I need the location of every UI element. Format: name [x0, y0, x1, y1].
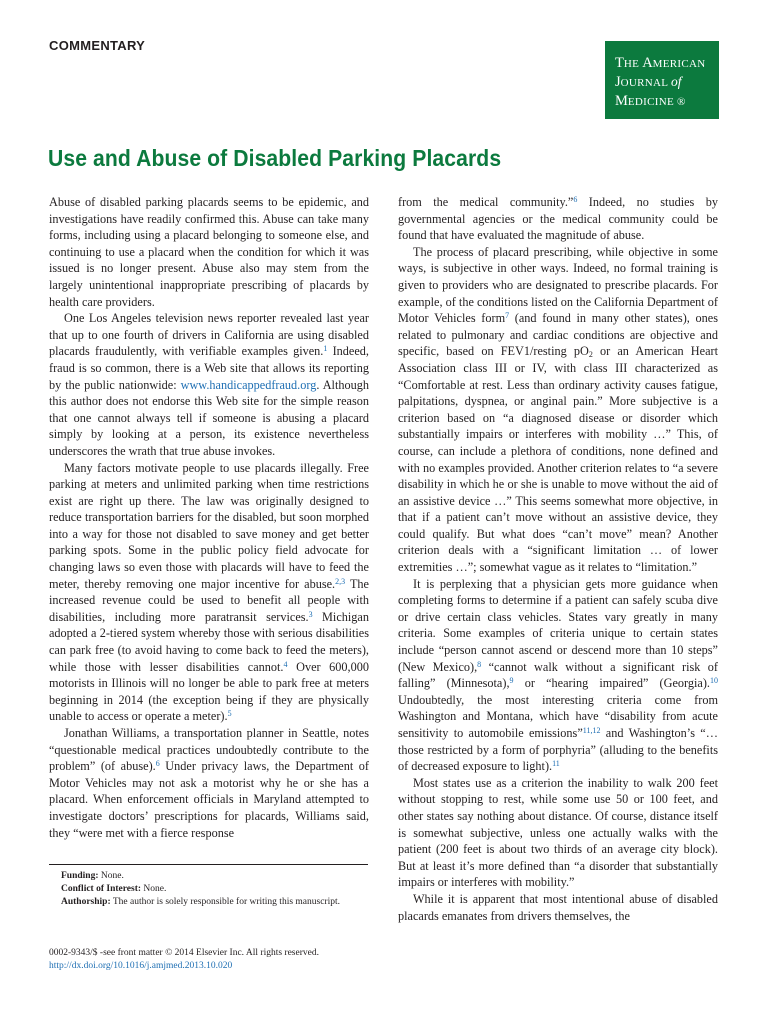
paragraph-text: It is perplexing that a physician gets more guidance when completing forms to determine if a patient can safely scuba dive or drive certain class vehicles. States vary greatly in many criteria. Some examples of criteria unique to certain states include “person cannot ascend or descend more than 10 steps” (New Mexico),: [398, 576, 718, 674]
logo-text: of: [670, 74, 682, 89]
citation-link[interactable]: 6: [155, 759, 160, 769]
website-link[interactable]: www.handicappedfraud.org: [180, 377, 317, 392]
article-title: Use and Abuse of Disabled Parking Placards: [48, 145, 502, 171]
citation-link[interactable]: 3: [308, 609, 313, 619]
paragraph: Abuse of disabled parking placards seems to be epidemic, and investigations have readily confirmed this. Abuse can take many forms, including using a placard belonging to someone else, and continuing to use a placard when the condition for which it was issued is no longer present. Abuse also may stem from the largely unintentional inappropriate prescribing of placards by health care providers.: [49, 195, 369, 309]
paragraph-text: or an American Heart Association class III or IV, with class III characterized as “Comfortable at rest. Less than ordinary activity causes fatigue, palpitations, dyspnea, or anginal pain.” More subjective is a criterion based on “a diagnosed disease or disorder which substantially impairs or interferes with mobility …” This, of course, can include a plethora of conditions, none defined and with no examples provided. Another criterion relates to “a severe disability in which he or she is unable to move without the aid of an assistive device …” This seems somewhat more objective, in that if a patient can’t move without an assistive device, they could qualify. But what does “can’t move” mean? Another criterion deals with a “significant limitation … of lower extremities …”; somewhat vague as it relates to “limitation.”: [398, 344, 718, 575]
logo-letter: J: [615, 74, 621, 90]
paragraph-text: or “hearing impaired” (Georgia).: [513, 676, 710, 691]
paragraph: While it is apparent that most intentional abuse of disabled placards emanates from drivers themselves, the: [398, 891, 718, 923]
paragraph-text: Under privacy laws, the Department of Motor Vehicles may not ask a motorist why he or she has a placard. When enforcement officials in Maryland attempted to investigate doctors’ prescriptions for placards, Williams said, they “were met with a fierce response: [49, 759, 369, 840]
logo-text: OURNAL: [620, 77, 671, 89]
paragraph-text: Indeed, no studies by governmental agencies or the medical community could be found that have evaluated the magnitude of abuse.: [398, 195, 719, 243]
conflict-text: None.: [141, 884, 167, 894]
logo-letter: A: [642, 55, 653, 71]
doi-link[interactable]: http://dx.doi.org/10.1016/j.amjmed.2013.10.020: [49, 961, 233, 971]
registered-mark: ®: [674, 96, 686, 108]
right-column: [398, 194, 718, 924]
citation-link[interactable]: 7: [505, 311, 510, 321]
citation-link[interactable]: 10: [710, 676, 718, 686]
paragraph-text: Undoubtedly, the most interesting criteria come from Washington and Montana, which have “disability from acute sensitivity to automobile emissions”: [398, 692, 718, 740]
journal-logo-line-3: [615, 92, 719, 111]
paragraph-text: The increased revenue could be used to benefit all people with disabilities, including more paratransit services.: [49, 576, 369, 624]
paragraph: [49, 460, 369, 726]
paragraph-text: Michigan adopted a 2-tiered system whereby those with serious disabilities can park free (to avoid having to come back to feed the meters), while those with lesser disabilities cannot.: [49, 609, 369, 674]
citation-link[interactable]: 5: [227, 709, 232, 719]
paragraph-text: Many factors motivate people to use placards illegally. Free parking at meters and unlimited parking when time restrictions exist are right up there. The law was originally designed to reduce transportation barriers for the disabled, but soon morphed into a way for those not disabled to save money and get better parking spots. Some in the public policy field advocate for changing laws so even those with placards will have to feed the meter, thereby removing one major incentive for abuse.: [49, 460, 369, 591]
authorship-note: [49, 896, 368, 909]
citation-link[interactable]: 4: [283, 659, 288, 669]
paragraph-text: and Washington’s “… those restricted by a form of porphyria” (alluding to the benefits of decreased exposure to light).: [398, 726, 718, 774]
conflict-label: Conflict of Interest:: [61, 884, 142, 894]
citation-link[interactable]: 1: [323, 344, 328, 354]
paragraph-text: The process of placard prescribing, while objective in some ways, is subjective in other ways. Indeed, no formal training is given to providers who are designated to prescribe placards. For example, of the conditions listed on the California Department of Motor Vehicles form: [398, 244, 718, 326]
journal-logo-line-1: [615, 54, 719, 73]
paragraph: [49, 310, 369, 459]
paragraph-text: “cannot walk without a significant risk of falling” (Minnesota),: [398, 659, 718, 691]
footnote-divider: [49, 864, 368, 865]
funding-note: [49, 870, 368, 883]
paragraph: [398, 576, 718, 775]
paragraph-text: One Los Angeles television news reporter revealed last year that up to one fourth of drivers in California are using disabled placards fraudulently, with verifiable examples given.: [49, 311, 369, 359]
paragraph-text: Jonathan Williams, a transportation planner in Seattle, notes “questionable medical practices undoubtedly contribute to the problem” (of abuse).: [49, 726, 369, 774]
logo-letter: M: [615, 93, 628, 109]
paragraph-text: Over 600,000 motorists in Illinois will no longer be able to park free at meters beginning in 2014 (the exception being if they are physically unable to access or operate a meter).: [49, 659, 369, 724]
journal-logo: [605, 41, 719, 119]
paragraph-text: from the medical community.”: [398, 195, 574, 209]
paragraph: [398, 194, 718, 244]
authorship-text: The author is solely responsible for writing this manuscript.: [110, 897, 340, 907]
footnotes: [49, 870, 368, 909]
paragraph-text: Indeed, fraud is so common, there is a Web site that allows its reporting by the public nationwide:: [49, 344, 369, 392]
citation-link[interactable]: 8: [477, 659, 482, 669]
citation-link[interactable]: 9: [509, 676, 514, 686]
paragraph-text: (and found in many other states), ones related to pulmonary and cardiac conditions are objective and specific, based on FEV1/resting pO: [398, 311, 718, 359]
funding-label: Funding:: [61, 871, 99, 881]
subscript: 2: [588, 350, 593, 360]
paragraph: [398, 244, 718, 576]
funding-text: None.: [98, 871, 124, 881]
citation-link[interactable]: 2,3: [335, 576, 346, 586]
page-footer: [49, 947, 379, 973]
logo-letter: T: [615, 55, 624, 71]
section-label: COMMENTARY: [49, 38, 146, 53]
paragraph-text: . Although this author does not endorse this Web site for the simple reason that one cannot always tell if someone is abusing a placard simply by looking at a person, its existence nevertheless underscores the wrath that true abuse invokes.: [49, 377, 369, 458]
paragraph: [49, 725, 369, 841]
left-column: [49, 194, 369, 841]
logo-text: EDICINE: [627, 96, 674, 108]
logo-text: MERICAN: [652, 58, 706, 70]
journal-logo-line-2: [615, 73, 719, 92]
copyright-line: 0002-9343/$ -see front matter © 2014 Elsevier Inc. All rights reserved.: [49, 948, 319, 958]
citation-link[interactable]: 11: [552, 759, 560, 769]
citation-link[interactable]: 11,12: [582, 726, 601, 735]
logo-text: HE: [623, 58, 643, 70]
conflict-note: [49, 883, 368, 896]
authorship-label: Authorship:: [61, 897, 111, 907]
paragraph: Most states use as a criterion the inability to walk 200 feet without stopping to rest, while some use 50 or 100 feet, and other states say nothing about distance. Of course, distance itself is somewhat subjective, unless one actually walks with the patient (200 feet is about two thirds of an average city block). But at least it’s more defined than “a disorder that substantially impairs or interferes with mobility.”: [398, 775, 718, 890]
citation-link[interactable]: 6: [573, 195, 578, 204]
